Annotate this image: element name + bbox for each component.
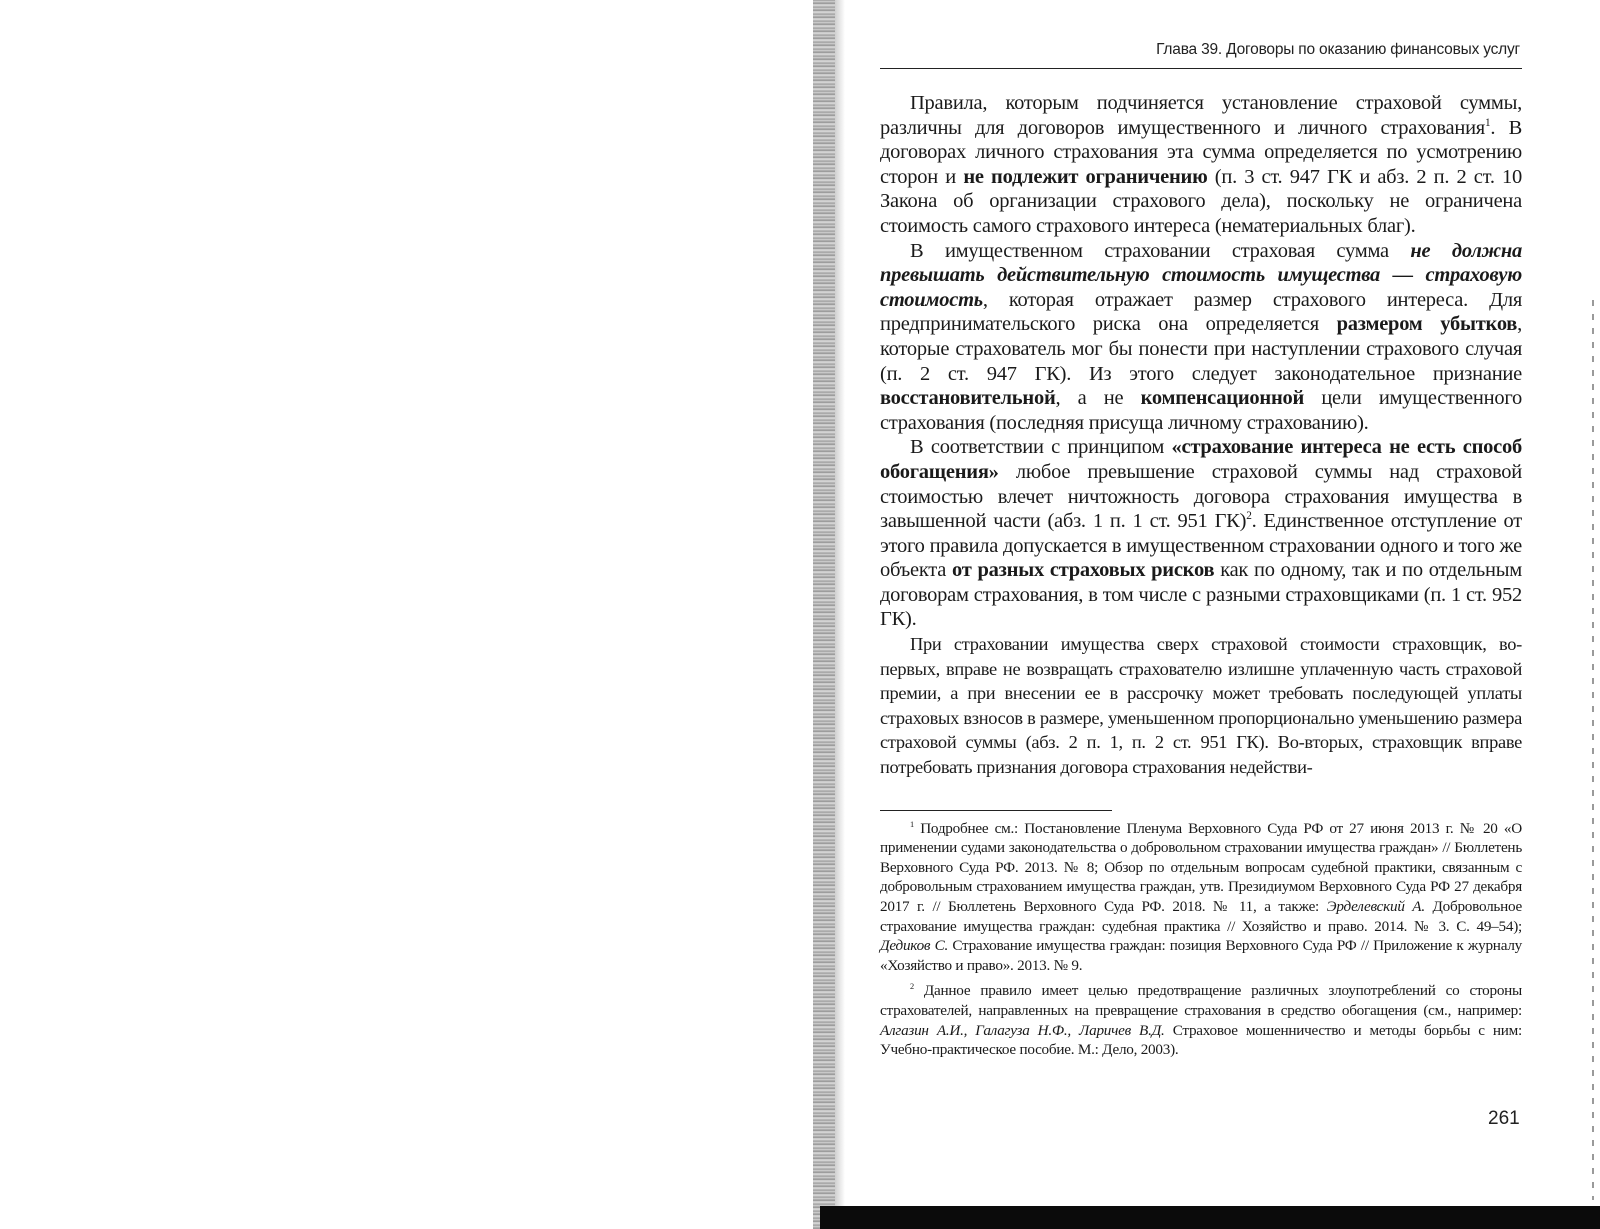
bold-italic-phrase: не должна превышать действительную стоимость имущества — страховую стоимость <box>880 239 1522 311</box>
header-rule <box>880 68 1522 69</box>
footnote-mark: 2 <box>910 982 914 992</box>
paragraph-3: В соответствии с принципом «страхование интереса не есть способ обогащения» любое превышение страховой суммы над страховой стоимостью влечет ничтожность договора страхования имущества в завышенной части (абз. 1 п. 1 ст. 951 ГК)$^2$. Единственное отступление от этого правила допускается в имущественном страховании одного и того же объекта от разных страховых рисков как по одному, так и по отдельным договорам страхования, в том числе с разными страховщиками (п. 1 ст. 952 ГК). <box>880 436 1522 631</box>
bold-phrase: восстановительной <box>880 387 1056 410</box>
bold-phrase: от разных страховых рисков <box>952 559 1215 582</box>
bold-phrase: размером убытков <box>1336 313 1518 336</box>
footnote-2: $^2$ Данное правило имеет целью предотвращение различных злоупотреблений со стороны страхователей, направленных на превращение страхования в средство обогащения (см., например: Алгазин А.И., Галагуза Н.Ф., Ларичев В.Д. Страховое мошенничество и методы борьбы с ним: Учебно-практическое пособие. М.: Дело, 2003). <box>880 982 1522 1059</box>
paragraph-2: В имущественном страховании страховая сумма не должна превышать действительную стоимость имущества — страховую стоимость, которая отражает размер страхового интереса. Для предпринимательского риска она определяется размером убытков, которые страхователь мог бы понести при наступлении страхового случая (п. 2 ст. 947 ГК). Из этого следует законодательное признание восстановительной, а не компенсационной цели имущественного страхования (последняя присуща личному страхованию). <box>880 239 1523 434</box>
footnote-rule <box>880 810 1112 811</box>
footnote-1: $^1$ Подробнее см.: Постановление Пленума Верховного Суда РФ от 27 июня 2013 г. № 20 «О применении судами законодательства о добровольном страховании имущества граждан» // Бюллетень Верховного Суда РФ. 2013. № 8; Обзор по отдельным вопросам судебной практики, связанным с добровольным страхованием имущества граждан, утв. Президиумом Верховного Суда РФ 27 декабря 2017 г. // Бюллетень Верховного Суда РФ. 2018. № 11, а также: Эрделевский А. Добровольное страхование имущества граждан: судебная практика // Хозяйство и право. 2014. № 3. С. 49–54); Дедиков С. Страхование имущества граждан: позиция Верховного Суда РФ // Приложение к журналу «Хозяйство и право». 2013. № 9. <box>880 819 1522 974</box>
paragraph-4: При страховании имущества сверх страховой стоимости страховщик, во-первых, вправе не возвращать страхователю излишне уплаченную часть страховой премии, а при внесении ее в рассрочку может требовать последующей уплаты страховых взносов в размере, уменьшенном пропорционально уменьшению размера страховой суммы (абз. 2 п. 1, п. 2 ст. 951 ГК). Во-вторых, страховщик вправе потребовать признания договора страхования недействи- <box>880 634 1522 778</box>
scan-bottom-edge <box>820 1206 1600 1229</box>
italic-authors: Алгазин А.И., Галагуза Н.Ф., Ларичев В.Д. <box>880 1021 1165 1039</box>
book-gutter-shadow <box>813 0 835 1229</box>
running-head: Глава 39. Договоры по оказанию финансовых услуг <box>1156 41 1520 58</box>
italic-author: Дедиков С. <box>880 937 949 955</box>
bold-phrase: не подлежит ограничению <box>963 165 1208 188</box>
page-number: 261 <box>1488 1108 1520 1129</box>
page-edge-marks <box>1592 300 1594 1200</box>
bold-phrase: компенсационной <box>1140 387 1305 410</box>
book-page <box>880 38 1522 1060</box>
footnote-ref-2[interactable]: 2 <box>1246 510 1252 523</box>
italic-author: Эрделевский А. <box>1326 898 1425 915</box>
footnote-ref-1[interactable]: 1 <box>1484 116 1491 129</box>
footnote-mark: 1 <box>910 819 914 829</box>
paragraph-1: Правила, которым подчиняется установление страховой суммы, различны для договоров имущественного и личного страхования$^1$. В договорах личного страхования эта сумма определяется по усмотрению сторон и не подлежит ограничению (п. 3 ст. 947 ГК и абз. 2 п. 2 ст. 10 Закона об организации страхового дела), поскольку не ограничена стоимость самого страхового интереса (нематериальных благ). <box>880 92 1522 237</box>
bold-phrase: «страхование интереса не есть способ обогащения» <box>880 436 1522 483</box>
gutter-gradient <box>835 0 845 1229</box>
main-text <box>880 91 1522 780</box>
